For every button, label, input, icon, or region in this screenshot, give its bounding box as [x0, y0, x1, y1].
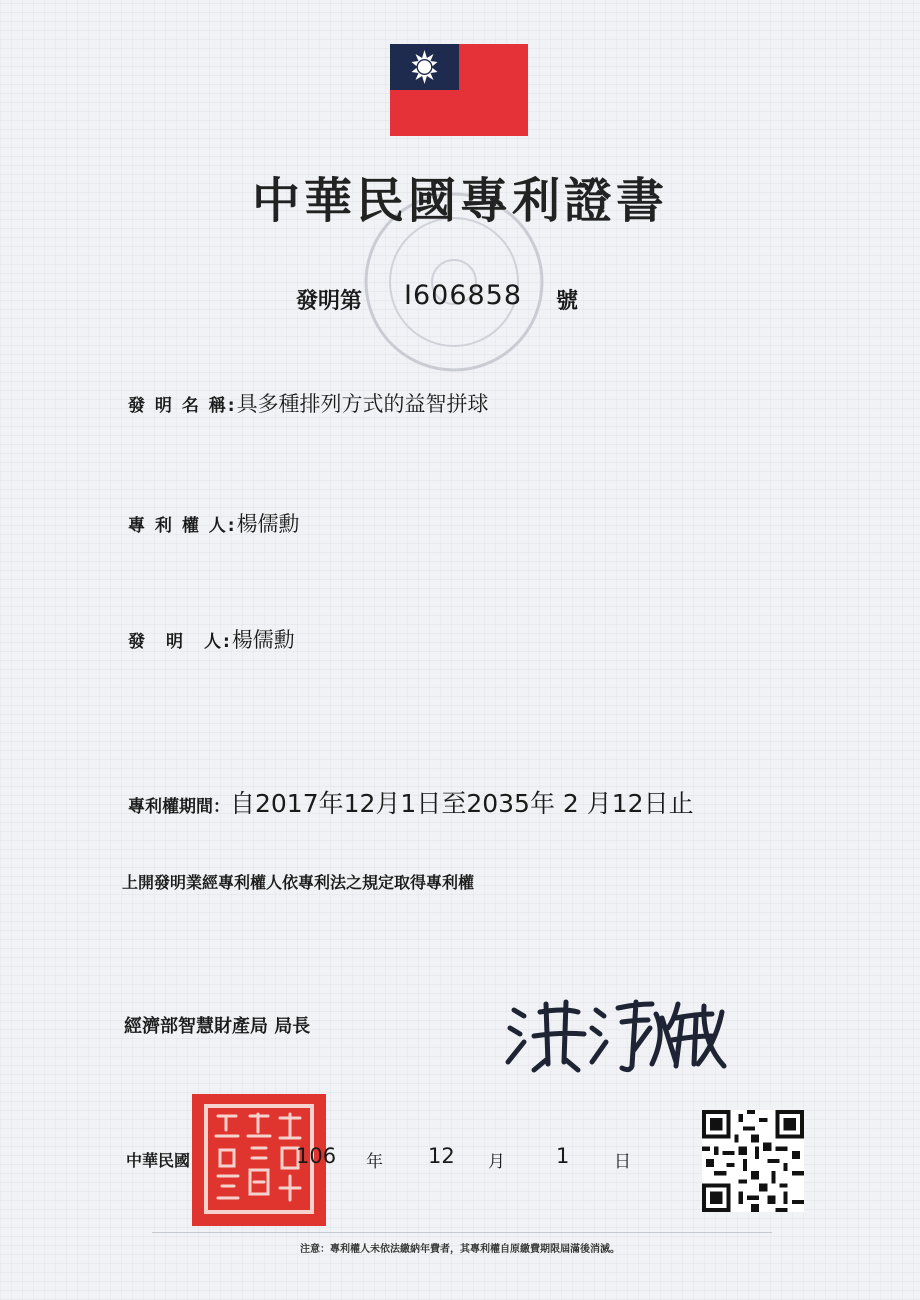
issue-date-month-unit: 月 — [488, 1152, 505, 1172]
footer-note: 注意：專利權人未依法繳納年費者，其專利權自原繳費期限屆滿後消滅。 — [300, 1244, 620, 1255]
issue-date-day: 1 — [556, 1144, 570, 1168]
invention-name-field — [128, 388, 489, 418]
white-sun-icon — [390, 44, 459, 90]
invention-name-label: 發 明 名 稱: — [128, 396, 237, 416]
patentee-field — [128, 508, 300, 538]
issue-date-day-unit: 日 — [614, 1152, 631, 1172]
inventor-label: 發 明 人: — [128, 632, 232, 652]
qr-code-icon — [702, 1110, 804, 1212]
patent-term — [128, 784, 694, 820]
issue-date-year-unit: 年 — [366, 1152, 383, 1172]
patentee-value: 楊儒勳 — [236, 512, 300, 536]
issue-date-year: 106 — [296, 1144, 337, 1168]
inventor-field — [128, 624, 295, 654]
handwritten-signature — [500, 988, 730, 1074]
issue-date-month: 12 — [428, 1144, 455, 1168]
certificate-title: 中華民國專利證書 — [251, 173, 668, 229]
patent-term-value: 自2017年12月1日至2035年 2 月12日止 — [230, 789, 694, 818]
patent-number-line — [0, 280, 920, 320]
patent-number-prefix: 發明第 — [296, 289, 363, 314]
invention-name-value: 具多種排列方式的益智拼球 — [236, 392, 489, 416]
inventor-value: 楊儒勳 — [231, 628, 295, 652]
issue-date-era: 中華民國 — [126, 1151, 191, 1170]
patent-number-suffix: 號 — [556, 289, 579, 314]
grant-statement: 上開發明業經專利權人依專利法之規定取得專利權 — [122, 873, 475, 892]
footer-divider — [152, 1232, 772, 1233]
patent-number-value: I606858 — [404, 280, 523, 311]
flag-icon — [390, 44, 528, 136]
director-title: 經濟部智慧財產局 局長 — [124, 1016, 311, 1037]
patent-term-label: 專利權期間： — [128, 797, 230, 817]
patentee-label: 專 利 權 人: — [128, 516, 237, 536]
